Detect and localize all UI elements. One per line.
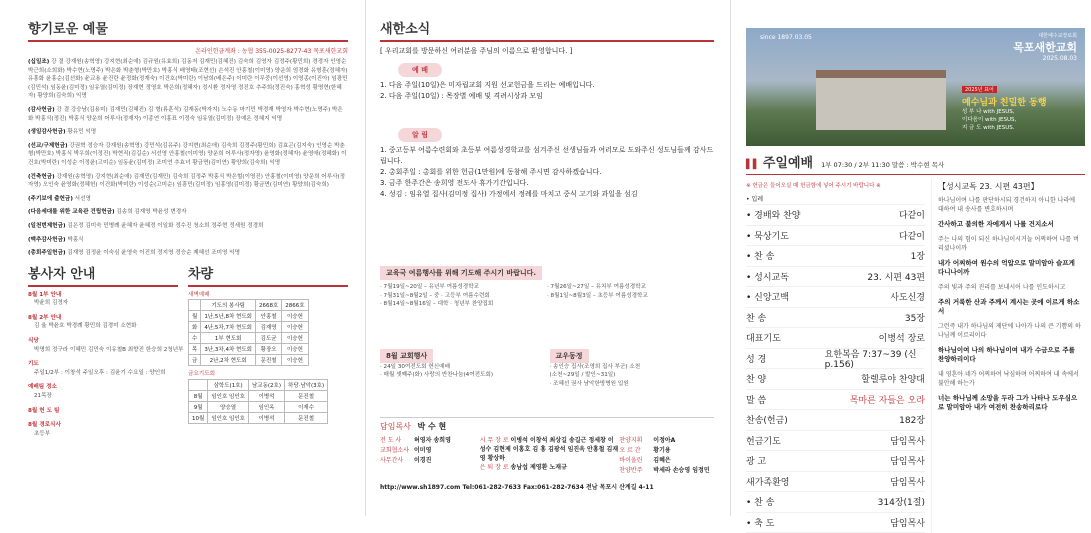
news-panel [368, 0, 724, 516]
list-item: 1. 중고등부 여름수련회와 초등부 여름성경학교를 섬겨주신 선생님들과 여러모로 도와주신 성도님들께 감사드립니다. [380, 145, 714, 167]
table-cell: 1난,5난,8차 현도회 [201, 311, 256, 322]
list-item: · 8월1일~8월3일 – 초등부 여름성경학교 [547, 292, 714, 301]
list-item: 4. 성김 : 임유열 집사(김미정 집사) 가정에서 정례를 마치고 중식 고기와 과일을 섬김 [380, 189, 714, 200]
edu-left [380, 283, 547, 309]
elders-block [480, 436, 620, 476]
offering-label: (맥추감사헌금) [28, 237, 66, 243]
edu-title: 교육국 여름행사를 위해 기도해 주시기 바랍니다. [380, 266, 542, 280]
table-row [189, 412, 328, 423]
service-item [28, 360, 188, 377]
church-events-box [380, 343, 550, 389]
offering-label: (건축헌금) [28, 174, 55, 180]
table-row [189, 322, 309, 333]
table-cell: 2난,2차 현도회 [201, 355, 256, 366]
service-head: 식당 [28, 337, 188, 346]
car-table [188, 299, 309, 366]
table-cell: 이병석 [248, 390, 284, 401]
reading-verse: 하나님이여 나의 하나님이여 내가 수금으로 주를 찬양하리이다 [938, 346, 1081, 364]
table-header-cell [189, 300, 201, 311]
footer-contact: http://www.sh1897.com Tel:061-282-7633 Fax:061-282-7634 전남 목포시 산계길 4-11 [380, 482, 714, 491]
order-row [746, 472, 925, 493]
offering-item [28, 128, 348, 137]
table-cell: 이승헌 [282, 355, 308, 366]
offering-label: (감사헌금) [28, 107, 55, 113]
staff-row [619, 446, 714, 456]
staff-name: 이미영 [414, 447, 431, 454]
list-item: · 송인승 집사(조영희 집사 부군) 소천 [550, 363, 715, 372]
church-building [816, 70, 946, 130]
offering-list [28, 58, 348, 258]
bottom-section [28, 263, 348, 445]
order-leader: 1장 [911, 249, 925, 262]
table-cell: 9월 [189, 401, 208, 412]
reading-verse: 주의 거룩한 산과 주께서 계시는 곳에 이르게 하소서 [938, 298, 1081, 316]
offering-item [28, 142, 348, 168]
car-section [188, 263, 348, 445]
order-row [746, 246, 925, 267]
staff-name: 김혜은 [653, 457, 670, 464]
order-row [746, 369, 925, 390]
table-cell: 이재수 [285, 401, 328, 412]
news-title: 새한소식 [380, 18, 714, 37]
order-item: 광 고 [746, 454, 841, 467]
table-cell: 화 [189, 322, 201, 333]
order-item: 대표기도 [746, 331, 841, 344]
motto-main: 예수님과 친밀한 동행 [962, 95, 1077, 108]
offering-item [28, 236, 348, 245]
offering-label: (일천번제헌금) [28, 223, 66, 229]
order-row [746, 492, 925, 513]
table-cell: 이승헌 [282, 333, 308, 344]
staff-role: 전 도 사 [380, 436, 414, 446]
table-header-row [189, 379, 328, 390]
staff-row [619, 456, 714, 466]
edu-lists [380, 283, 714, 309]
order-column [746, 179, 931, 533]
staff-role: 사무간사 [380, 456, 414, 466]
table-row [189, 311, 309, 322]
offering-notice: ※ 헌금은 들어오실 때 헌금함에 넣어 주시기 바랍니다 ※ [746, 181, 925, 189]
order-row [746, 410, 925, 431]
table-cell: 수 [189, 333, 201, 344]
reading-column [931, 179, 1081, 533]
order-leader: 목마른 자들은 오라 [850, 393, 925, 406]
staff-section [380, 417, 714, 491]
list-item: (소천~29일 / 발인~31일) [550, 371, 715, 380]
service-head: 8월 경로식사 [28, 421, 188, 430]
elders-names: 이병석 이창석 최상길 송길근 정세창 이성수 김현제 이홍호 김 홍 김광석 임진옥 안홍철 김재영 황상하 [480, 437, 618, 462]
since-label: since 1897.03.05 [760, 34, 812, 41]
motto-banner [962, 76, 1077, 132]
table-cell: 문진철 [285, 390, 328, 401]
offering-label: (총회주일헌금) [28, 250, 66, 256]
staff-left [380, 436, 480, 476]
service-item [28, 314, 188, 331]
church-events-list [380, 363, 550, 380]
table-cell: 이승헌 [282, 344, 308, 355]
order-item: • 신앙고백 [746, 290, 841, 303]
service-head: 8월 2부 안내 [28, 314, 188, 323]
staff-row [380, 456, 480, 466]
order-item: • 성시교독 [746, 270, 841, 283]
list-item: 2. 다음 주일(10일) : 목장별 예배 및 격려시상과 모임 [380, 91, 714, 102]
order-row [746, 431, 925, 452]
retired-names: 송남섭 제영환 노재규 [511, 464, 567, 471]
table-cell: 임인호 임인호 [208, 412, 249, 423]
staff-role: 바이올린 [619, 456, 653, 466]
offering-label: (십일조) [28, 59, 49, 65]
order-item: 헌금기도 [746, 434, 841, 447]
worship-times: 1부 07:30 / 2부 11:30 말씀 : 박수현 목사 [821, 160, 944, 169]
pastor-line [380, 421, 714, 432]
order-leader: 다같이 [899, 208, 925, 221]
order-item: 성 경 [746, 352, 825, 365]
offering-names: 김송희 김재영 박윤성 변경자 [116, 209, 186, 215]
order-row [746, 513, 925, 533]
offering-names: 김은정 김미숙 민병례 윤혜자 윤혜정 이일화 정수진 청소희 정주현 정세원 정경희 [67, 223, 263, 229]
table-cell: 임인옥 [248, 401, 284, 412]
worship-title: 주일예배 [763, 152, 813, 171]
order-leader: 담임목사 [890, 516, 925, 529]
table-cell: 이병석 [248, 412, 284, 423]
table-cell: 3난,3차,4차 현도회 [201, 344, 256, 355]
order-row [746, 226, 925, 247]
list-item: 1. 다음 주일(10일)은 미자립교회 지원 선교헌금을 드리는 예배입니다. [380, 80, 714, 91]
offerings-title: 향기로운 예물 [28, 18, 348, 37]
offering-label: (다음세대를 위한 교육관 건립헌금) [28, 209, 115, 215]
order-row [746, 205, 925, 226]
order-row [746, 267, 925, 288]
staff-row [619, 466, 714, 476]
order-row [746, 287, 925, 308]
service-text: 주일1/2부 : 이창석 주일오후 : 김윤기 수요일 : 양인희 [28, 369, 188, 378]
table-cell: 이승헌 [282, 322, 308, 333]
worship-header [746, 152, 1085, 171]
table-cell: 문진철 [285, 412, 328, 423]
offering-names: 박홍식 [67, 237, 83, 243]
order-item: 찬 송 [746, 311, 841, 324]
offering-item [28, 208, 348, 217]
worship-order-panel [736, 0, 1091, 516]
list-item: 지 금 도 with JESUS. [962, 124, 1077, 132]
service-item [28, 337, 188, 354]
table-cell: 황장오 [255, 344, 281, 355]
church-photo [746, 28, 1085, 146]
pastor-name: 박 수 현 [417, 422, 446, 431]
motto-lines [962, 108, 1077, 132]
order-leader: 담임목사 [890, 434, 925, 447]
order-leader: 다같이 [899, 229, 925, 242]
offering-item [28, 58, 348, 101]
order-leader: 사도신경 [890, 290, 925, 303]
offering-item [28, 222, 348, 231]
service-text: 초등부 [28, 430, 188, 439]
list-item: 이다음이 with JESUS, [962, 116, 1077, 124]
news-list [380, 145, 714, 200]
church-name: 목포새한교회 [1013, 39, 1077, 55]
reading-verse: 그런즉 내가 하나님의 제단에 나아가 나의 큰 기쁨의 하나님께 이르리이다 [938, 322, 1081, 340]
event-boxes [380, 343, 714, 389]
table-header-cell: 기도의 봉사팀 [201, 300, 256, 311]
staff-role: 찬양반주 [619, 466, 653, 476]
spacer [380, 102, 714, 122]
order-leader: 182장 [899, 413, 925, 426]
service-item [28, 421, 188, 438]
table-header-cell: 2668호 [255, 300, 281, 311]
member-news-box [550, 343, 715, 389]
meal-subtitle: 금요기도회 [188, 370, 348, 379]
title-underline [28, 40, 348, 42]
staff-right [619, 436, 714, 476]
retired-label: 은 퇴 장 로 [480, 464, 509, 471]
table-cell: 금 [189, 355, 201, 366]
table-cell: 목 [189, 344, 201, 355]
order-leader: 담임목사 [890, 454, 925, 467]
car-underline [188, 285, 348, 287]
table-cell: 김재영 [255, 322, 281, 333]
offering-item [28, 195, 348, 204]
service-head: 8월 헌 도 팀 [28, 407, 188, 416]
pastor-label: 담임목사 [380, 422, 411, 431]
order-item: • 묵상기도 [746, 229, 841, 242]
table-header-cell: 2866호 [282, 300, 308, 311]
list-item: · 조혜선 권사 남악한방병원 입원 [550, 380, 715, 389]
table-header-cell [189, 379, 208, 390]
reading-verse: 내 영혼아 네가 어찌하여 낙심하며 어찌하여 내 속에서 불안해 하는가 [938, 370, 1081, 388]
fold-line [730, 0, 731, 516]
reading-verse: 하나님이여 나를 판단하시되 경건하지 아니한 나라에 대하여 내 송사를 변호하시며 [938, 196, 1081, 214]
order-row [746, 193, 925, 205]
order-top [746, 193, 925, 226]
service-item [28, 407, 188, 416]
car-title: 차량 [188, 263, 348, 282]
table-cell: 임인호 임인호 [208, 390, 249, 401]
order-list [746, 226, 925, 533]
order-row [746, 308, 925, 329]
bulletin-date: 2025.08.03 [1013, 55, 1077, 62]
list-item: · 7월26일~27일 – 유치부 여름성경학교 [547, 283, 714, 292]
offering-label: (주기보에 출헌금) [28, 196, 73, 202]
order-item: • 경배와 찬양 [746, 208, 841, 221]
fold-line [365, 0, 366, 516]
staff-role: 찬양지휘 [619, 436, 653, 446]
reading-verse: 내가 어찌하여 원수의 억압으로 말미암아 슬프게 다니나이까 [938, 259, 1081, 277]
reading-verse: 주는 나의 힘이 되신 하나님이시거늘 어찌하여 나를 버리셨나이까 [938, 235, 1081, 253]
order-leader: 314장(1절) [878, 495, 925, 508]
offering-names: 서선영 [75, 196, 91, 202]
table-cell: 김도균 [255, 333, 281, 344]
list-item: · 7월19일~20일 – 유년부 여름성경학교 [380, 283, 547, 292]
staff-role: 오 르 간 [619, 446, 653, 456]
worship-underline [746, 174, 1085, 175]
service-text: 김 율 박윤호 박경례 황민희 김경미 소현화 [28, 322, 188, 331]
worship-list [380, 80, 714, 102]
order-leader: 요한복음 7:37~39 (신p.156) [825, 347, 925, 370]
news-pill: 알 림 [398, 128, 442, 142]
staff-row [619, 436, 714, 446]
service-text: 21목장 [28, 392, 188, 401]
staff-name: 황기용 [653, 447, 670, 454]
staff-name: 박세라 손승영 임정민 [653, 467, 709, 474]
order-item: • 축 도 [746, 516, 841, 529]
service-head: 8월 1부 안내 [28, 291, 188, 300]
church-logo [1013, 32, 1077, 62]
offering-label: (생일감사헌금) [28, 129, 66, 135]
staff-row [380, 446, 480, 456]
order-item: 말 씀 [746, 393, 841, 406]
order-item: • 입례 [746, 194, 841, 203]
list-item: · 8월14일~8월16일 – 대학 · 청년부 찬양집회 [380, 300, 547, 309]
reading-verse: 주의 빛과 주의 진리를 보내시어 나를 인도하시고 [938, 283, 1081, 292]
staff-grid [380, 436, 714, 476]
church-events-title: 8월 교회행사 [380, 349, 433, 363]
worship-body [746, 179, 1085, 533]
table-cell: 월 [189, 311, 201, 322]
edu-section [380, 260, 714, 309]
offerings-panel [0, 0, 362, 516]
order-row [746, 328, 925, 349]
order-item: 새가족환영 [746, 475, 841, 488]
offering-names: 황유민 익명 [67, 129, 96, 135]
list-item: · 24일 30여전도회 헌신예배 [380, 363, 550, 372]
staff-name: 이경진 [414, 457, 431, 464]
order-leader: 35장 [905, 311, 925, 324]
offering-item [28, 106, 348, 123]
table-cell: 1부 현도회 [201, 333, 256, 344]
staff-name: 이정아A [653, 437, 675, 444]
worship-pill: 예 배 [398, 63, 442, 77]
reading-verse: 간사하고 불의한 자에게서 나를 건지소서 [938, 220, 1081, 229]
offering-names: 강권혁 정승자 강재원(송혁영) 강민석(김유주) 강지현(최순애) 김숙희 김정주(황민희) 김효곤(김지숙) 인영순 박춘형(박만호) 박홍식 박우희(이정진) 박현직(김길순) 서선영 안홍철(이미영) 양운희 어루사(정자영) 윤영화(정혜자) 윤영애(정혜화) 이건호(박미란) 이성순 이정윤(고미순) 임동윤(김미정) 조미연 추효녀 황금면(김미연) 황양희(김숙희) 익명 [28, 143, 347, 166]
table-cell: 양승열 [208, 401, 249, 412]
news-underline [380, 40, 714, 42]
order-leader: 담임목사 [890, 475, 925, 488]
order-leader: 23. 시편 43편 [867, 270, 925, 283]
church-sub: 대한예수교장로회 [1013, 32, 1077, 39]
dots-icon: ▌▌ [746, 160, 760, 170]
car-subtitle: 새벽예배 [188, 291, 348, 300]
offering-names: 강 결 강승남(김용미) 김재민(김혜진) 김 형(류훈석) 김재동(박자지) 노수동 마기민 박경재 박영자 박수현(노명주) 박은화 박홍식(정진) 박홍식 양운희 어루사(정재자) 이종연 이홍표 이정숙 임유열(김미정) 장예온 정혜지 익명 [28, 107, 343, 122]
table-header-cell: 남교동(2호) [248, 379, 284, 390]
service-item [28, 291, 188, 308]
table-cell: 문진철 [255, 355, 281, 366]
motto-year: 2025년 표어 [962, 86, 997, 93]
order-item: 찬 양 [746, 372, 841, 385]
table-cell: 10월 [189, 412, 208, 423]
staff-row [380, 436, 480, 446]
table-row [189, 344, 309, 355]
table-row [189, 401, 328, 412]
welcome-text: [ 우리교회를 방문하신 여러분을 주님의 이름으로 환영합니다. ] [380, 46, 714, 57]
list-item: · 매월 셋째주(화) 사랑의 반찬나눔(4여전도회) [380, 371, 550, 380]
order-leader: 할렐루야 찬양대 [861, 372, 925, 385]
order-item: • 찬 송 [746, 495, 841, 508]
service-text: 박윤희 김정자 [28, 299, 188, 308]
member-news-title: 교우동정 [550, 349, 589, 363]
offering-names: 강 결 강재원(송혁영) 강지현(최순애) 김규원(유효희) 김동저 김재민(김혜진) 김숙희 김영자 김정주(황민희) 경경자 인영순 박근희(소희화) 박수현(노명주) 박은화 박춘형(박만호) 박홍식 배영태(조현선) 손석진 안홍철(이미영) 양운희 엄경화 유형훈(정혜자) 유흥화 윤홍순(김선화) 윤교용 윤진란 윤정화(정재숙) 이건호(박미란) 이남희(배은주) 이미란 이무중(이선영) 이영종(이진아) 임광민(김민석) 임동윤(김미정) 임유열(김미정) 장재현 정영호 박은희(정혜자) 정시환 정자영 정진호 추주희(정진숙) 홍혁성 황명현(한혜자) 황양희(김숙희) 익명 [28, 59, 348, 99]
order-row [746, 451, 925, 472]
offering-names: 김재영 김정윤 이숙심 윤영숙 이진희 정지영 정승순 제혜선 조미영 익명 [67, 250, 240, 256]
member-news-list [550, 363, 715, 389]
order-item: • 찬 송 [746, 249, 841, 262]
table-header-cell: 삼학도(1호) [208, 379, 249, 390]
order-row [746, 349, 925, 370]
table-cell: 안홍철 [255, 311, 281, 322]
table-header-cell: 하당·남악(3호) [285, 379, 328, 390]
meal-table [188, 379, 328, 424]
service-head: 기도 [28, 360, 188, 369]
reading-text [938, 196, 1081, 412]
service-underline [28, 285, 178, 287]
edu-right [547, 283, 714, 309]
account-info: 온라인헌금계좌 : 농협 355-0025-8277-43 목포새한교회 [28, 46, 348, 55]
offering-item [28, 173, 348, 190]
table-header-row [189, 300, 309, 311]
table-row [189, 355, 309, 366]
table-cell: 8월 [189, 390, 208, 401]
list-item: · 7월31일~8월2일 – 중 · 고등부 여름수련회 [380, 292, 547, 301]
table-cell: 4난,5차,7차 현도회 [201, 322, 256, 333]
service-item [28, 383, 188, 400]
order-row [746, 390, 925, 411]
elders-label: 시 무 장 로 [480, 437, 509, 444]
table-cell: 이승헌 [282, 311, 308, 322]
table-row [189, 390, 328, 401]
table-row [189, 333, 309, 344]
staff-role: 교회협소사 [380, 446, 414, 456]
service-title: 봉사자 안내 [28, 263, 188, 282]
staff-name: 허영자 송희영 [414, 437, 451, 444]
service-head: 예배팀 정소 [28, 383, 188, 392]
reading-title: 【성시교독 23. 시편 43편】 [938, 181, 1081, 192]
order-leader: 이병석 장로 [879, 331, 925, 344]
service-text: 박명희 정구라 이혜민 김민숙 이유철B 최향진 한승희 2청년부 [28, 346, 188, 355]
service-section [28, 263, 188, 445]
list-item: 2. 총회주일 : 총회를 위한 헌금(1만원)에 동참해 주시면 감사하겠습니다. [380, 167, 714, 178]
order-item: 찬송(헌금) [746, 413, 841, 426]
list-item: 성 부 나 with JESUS, [962, 108, 1077, 116]
list-item: 3. 금주 한주간은 송희영 전도사 휴가기간입니다. [380, 178, 714, 189]
service-list [28, 291, 188, 439]
offering-label: (선교/구제헌금) [28, 143, 68, 149]
offering-names: 강재원(송혁영) 강지현(최순애) 김재민(김재민) 김숙희 김정주 박홍식 박은헐(이영진) 안홍철(이미영) 양운희 어루사(정자영) 오인숙 윤영화(정혜헌) 이건화(박미란) 이성순(고미순) 임흥민(김미정) 임홍영(김미정) 황금면(김미연) 황양희(김숙희) [28, 174, 345, 189]
offering-item [28, 249, 348, 258]
reading-verse: 너는 하나님께 소망을 두라 그가 나타나 도우심으로 말미암아 내가 여전히 찬송하리로다 [938, 394, 1081, 412]
